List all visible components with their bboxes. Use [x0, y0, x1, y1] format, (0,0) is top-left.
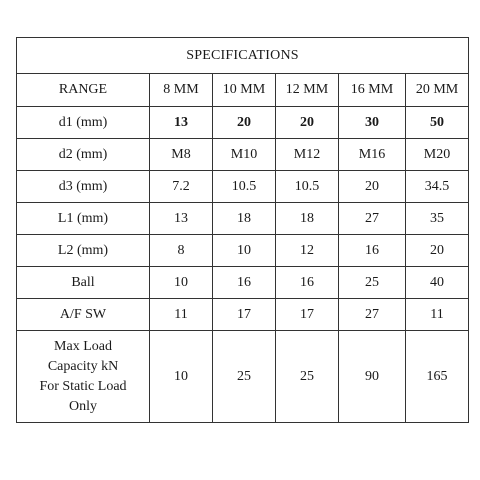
row-label-line: For Static Load — [39, 378, 127, 394]
row-label-line: Capacity kN — [47, 358, 119, 374]
table-cell: 30 — [339, 107, 406, 139]
row-label-line: Max Load — [54, 338, 112, 354]
table-cell: 25 — [276, 331, 339, 423]
table-cell: 17 — [213, 299, 276, 331]
specifications-table — [16, 37, 469, 423]
table-cell: 20 — [339, 171, 406, 203]
table-cell: 17 — [276, 299, 339, 331]
table-cell: M20 — [406, 139, 469, 171]
table-cell: M16 — [339, 139, 406, 171]
table-cell: 90 — [339, 331, 406, 423]
table-cell: 10 — [150, 267, 213, 299]
row-label: d2 (mm) — [17, 139, 150, 171]
table-cell: 12 — [276, 235, 339, 267]
table-cell: 10.5 — [213, 171, 276, 203]
row-label: d3 (mm) — [17, 171, 150, 203]
table-cell: 20 — [213, 107, 276, 139]
header-cell-range: RANGE — [17, 74, 150, 107]
table-cell: 16 — [276, 267, 339, 299]
table-cell: 11 — [150, 299, 213, 331]
table-row-l1 — [17, 203, 469, 235]
table-cell: 10 — [150, 331, 213, 423]
row-label: L1 (mm) — [17, 203, 150, 235]
header-cell-20mm: 20 MM — [406, 74, 469, 107]
table-title: SPECIFICATIONS — [17, 38, 469, 74]
table-cell: 8 — [150, 235, 213, 267]
header-row — [17, 74, 469, 107]
table-cell: 27 — [339, 299, 406, 331]
table-cell: 11 — [406, 299, 469, 331]
title-row — [17, 38, 469, 74]
table-row-d2 — [17, 139, 469, 171]
header-cell-8mm: 8 MM — [150, 74, 213, 107]
table-row-d1 — [17, 107, 469, 139]
table-cell: 13 — [150, 203, 213, 235]
table-cell: 50 — [406, 107, 469, 139]
table-cell: 25 — [339, 267, 406, 299]
table-row-max-load — [17, 331, 469, 423]
table-cell: M12 — [276, 139, 339, 171]
row-label: L2 (mm) — [17, 235, 150, 267]
header-cell-16mm: 16 MM — [339, 74, 406, 107]
row-label: A/F SW — [17, 299, 150, 331]
row-label — [17, 331, 150, 423]
table-cell: 18 — [213, 203, 276, 235]
table-cell: 20 — [276, 107, 339, 139]
row-label-line: Only — [69, 398, 97, 414]
table-cell: 10 — [213, 235, 276, 267]
table-row-d3 — [17, 171, 469, 203]
table-cell: 35 — [406, 203, 469, 235]
table-cell: 165 — [406, 331, 469, 423]
row-label: d1 (mm) — [17, 107, 150, 139]
table-row-af-sw — [17, 299, 469, 331]
table-cell: 25 — [213, 331, 276, 423]
header-cell-12mm: 12 MM — [276, 74, 339, 107]
table-cell: 16 — [213, 267, 276, 299]
table-cell: 13 — [150, 107, 213, 139]
row-label: Ball — [17, 267, 150, 299]
header-cell-10mm: 10 MM — [213, 74, 276, 107]
table-cell: 34.5 — [406, 171, 469, 203]
table-cell: M8 — [150, 139, 213, 171]
table-cell: M10 — [213, 139, 276, 171]
table-row-ball — [17, 267, 469, 299]
table-row-l2 — [17, 235, 469, 267]
table-cell: 7.2 — [150, 171, 213, 203]
table-cell: 40 — [406, 267, 469, 299]
table-cell: 10.5 — [276, 171, 339, 203]
table-cell: 20 — [406, 235, 469, 267]
table-cell: 27 — [339, 203, 406, 235]
table-cell: 18 — [276, 203, 339, 235]
table-cell: 16 — [339, 235, 406, 267]
